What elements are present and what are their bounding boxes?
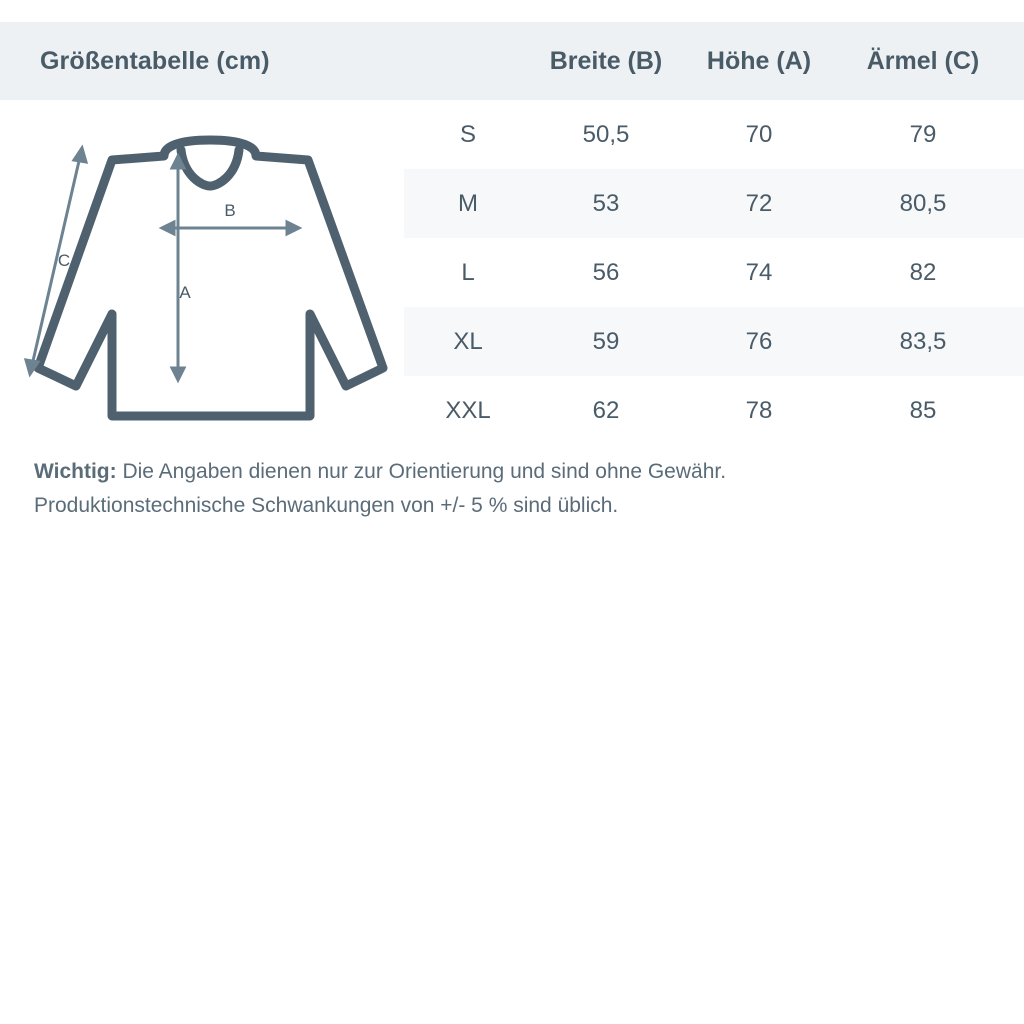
disclaimer-line2: Produktionstechnische Schwankungen von +/- 5 % sind üblich. [34, 494, 619, 517]
table-row [404, 169, 1024, 238]
sweatshirt-outline [38, 140, 383, 416]
label-height: A [179, 283, 191, 302]
height-arrow [172, 156, 184, 380]
cell-size: L [461, 258, 475, 286]
label-sleeve: C [57, 251, 71, 270]
cell-sleeve: 82 [909, 258, 937, 286]
cell-sleeve: 79 [909, 120, 937, 148]
table-header [0, 22, 1024, 100]
cell-size: XL [453, 327, 483, 355]
cell-width: 59 [592, 327, 620, 355]
table-row [404, 100, 1024, 169]
disclaimer-line1: Die Angaben dienen nur zur Orientierung und sind ohne Gewähr. [116, 460, 727, 483]
measurement-table [404, 100, 1024, 445]
disclaimer-lead: Wichtig: [34, 460, 117, 483]
cell-size: XXL [445, 396, 491, 424]
cell-width: 62 [592, 396, 620, 424]
cell-height: 76 [745, 327, 773, 355]
disclaimer-note [34, 455, 994, 523]
column-header-sleeve: Ärmel (C) [866, 46, 980, 75]
column-headers [404, 22, 1024, 100]
page-title: Größentabelle (cm) [40, 46, 270, 75]
table-row [404, 238, 1024, 307]
cell-size: S [459, 120, 476, 148]
cell-height: 72 [745, 189, 773, 217]
cell-width: 50,5 [582, 120, 630, 148]
table-row [404, 307, 1024, 376]
cell-height: 78 [745, 396, 773, 424]
table-row [404, 376, 1024, 445]
label-width: B [224, 201, 236, 220]
cell-width: 53 [592, 189, 620, 217]
cell-height: 74 [745, 258, 773, 286]
cell-sleeve: 80,5 [899, 189, 947, 217]
cell-sleeve: 83,5 [899, 327, 947, 355]
column-header-height: Höhe (A) [706, 46, 812, 75]
garment-diagram [16, 118, 404, 438]
cell-height: 70 [745, 120, 773, 148]
cell-width: 56 [592, 258, 620, 286]
cell-size: M [458, 189, 478, 217]
cell-sleeve: 85 [909, 396, 937, 424]
column-header-width: Breite (B) [549, 46, 663, 75]
width-arrow [162, 222, 299, 234]
